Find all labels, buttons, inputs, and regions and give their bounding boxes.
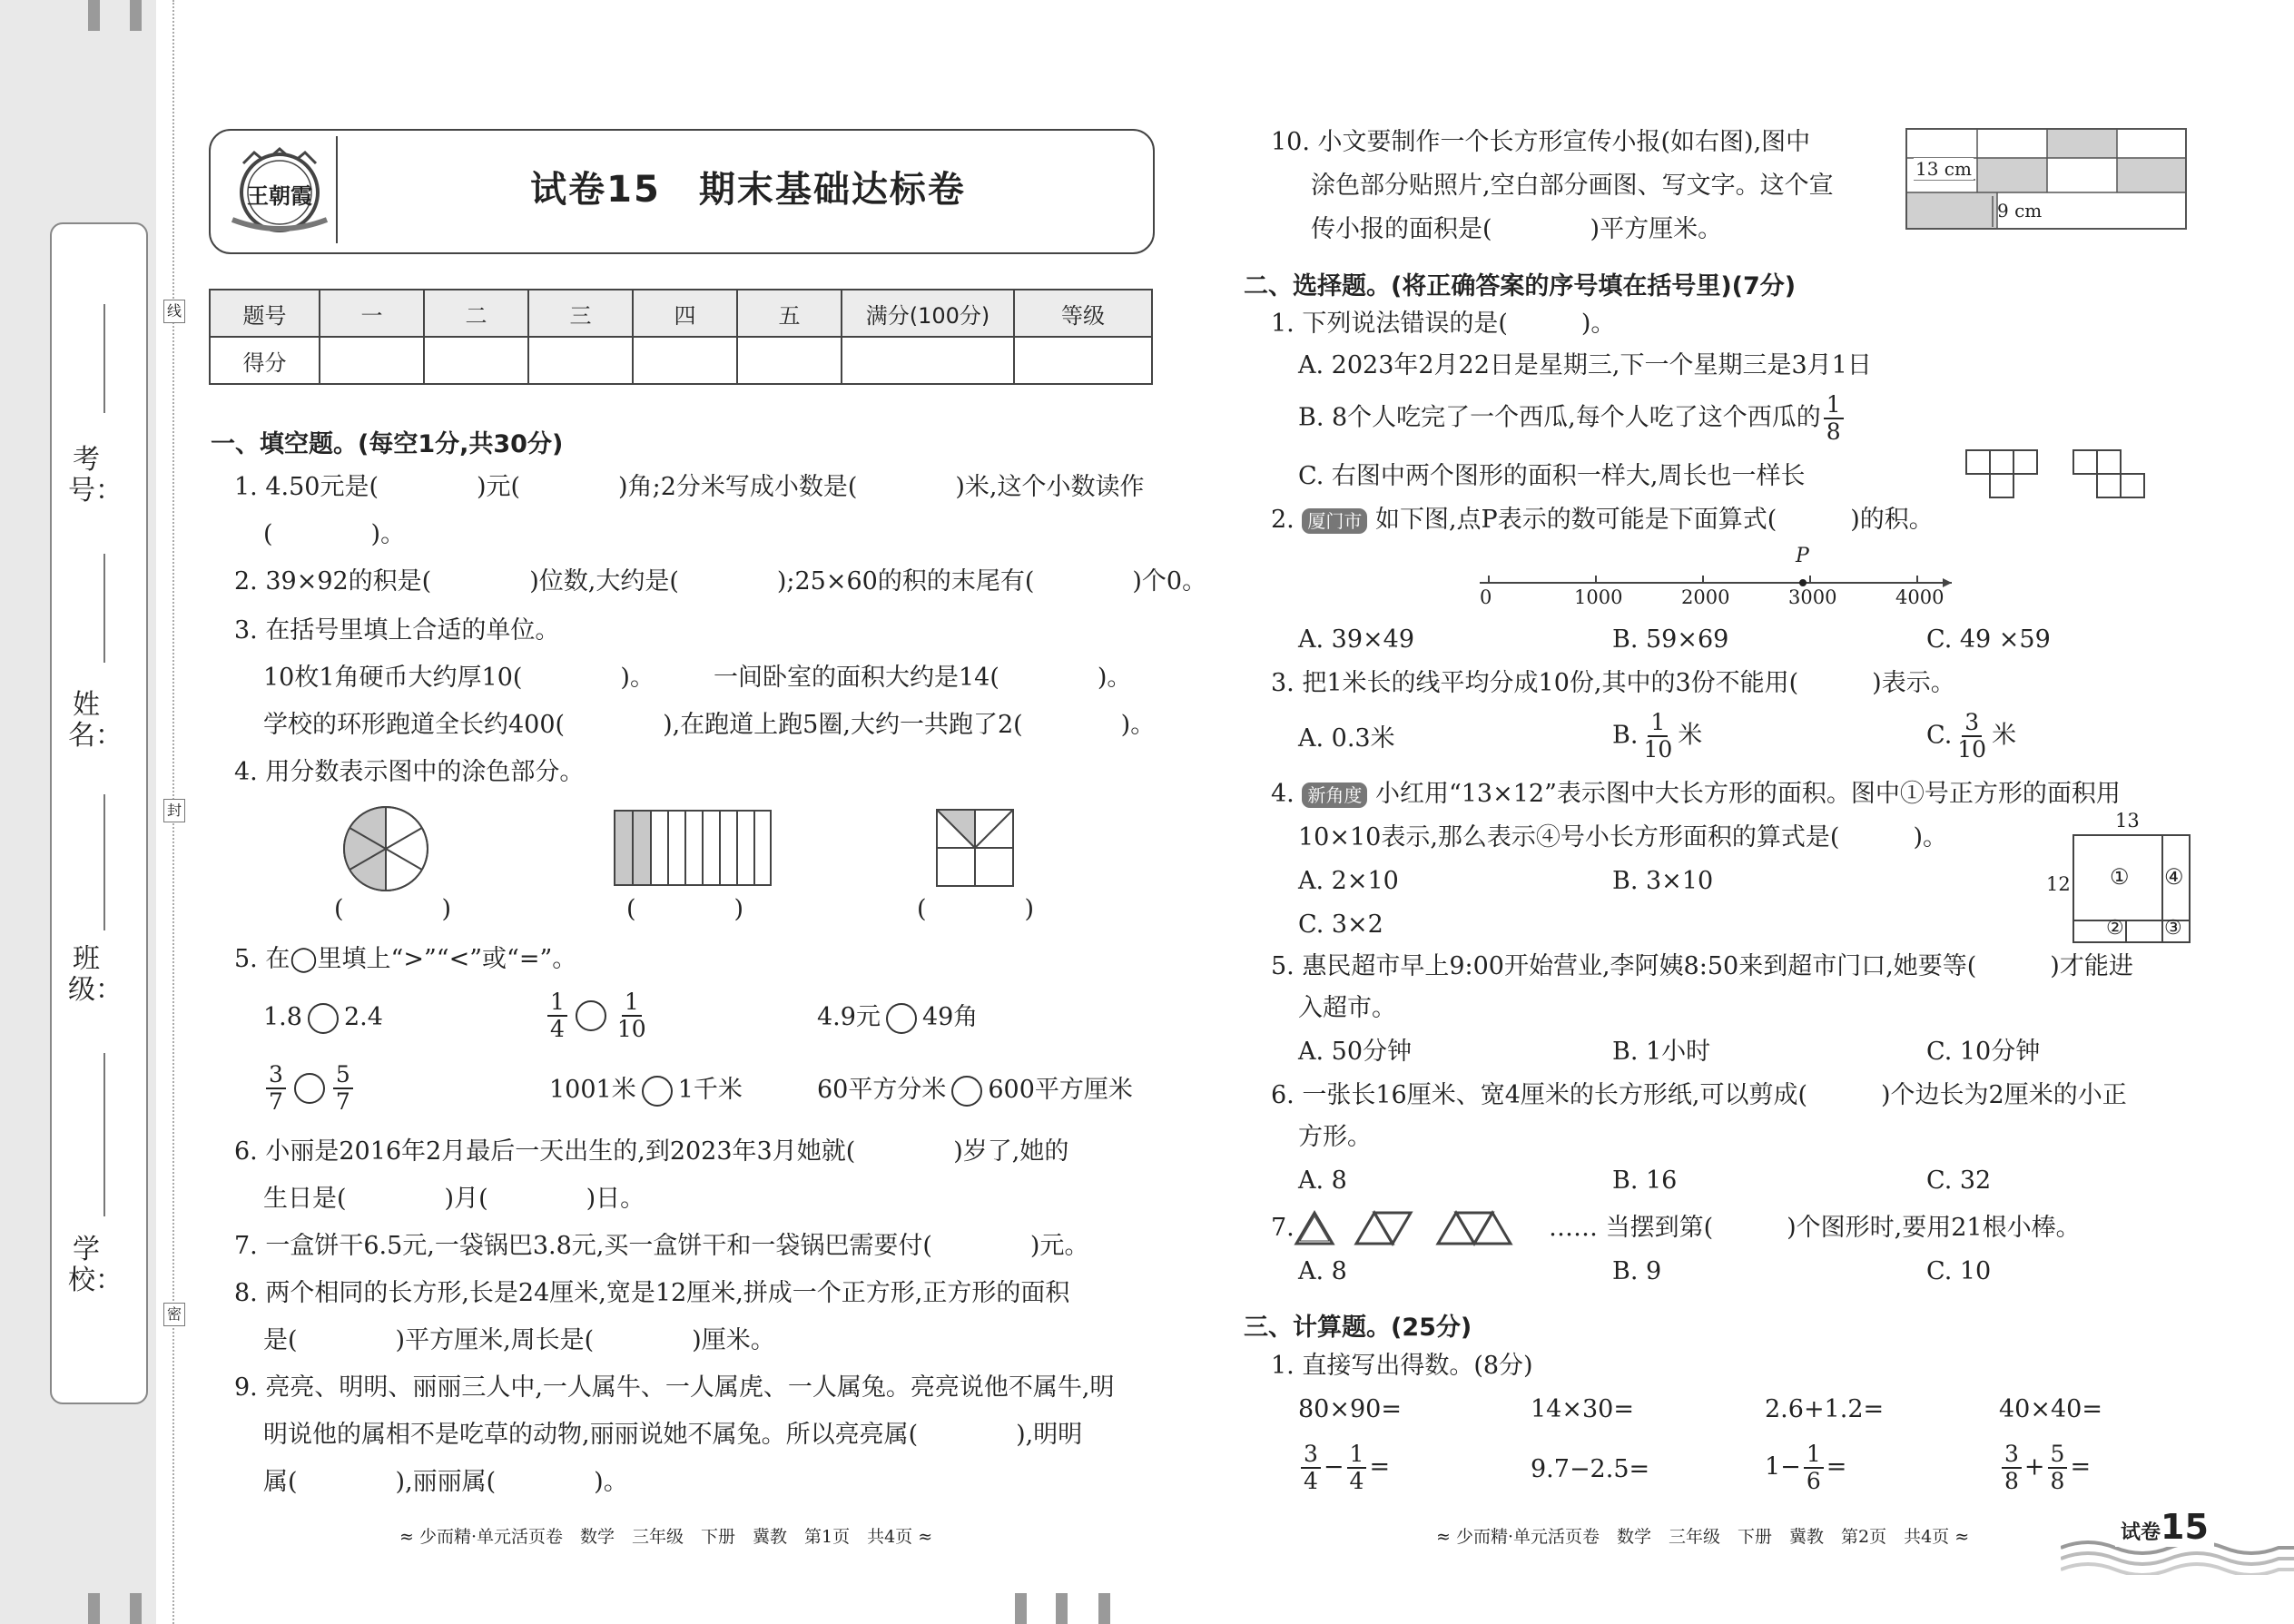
s2-q4-line1 [1271,779,2121,810]
s2-q4-line2: 10×10表示,那么表示④号小长方形面积的算式是( )。 [1298,823,1947,851]
numerator: 1 [1347,1442,1367,1469]
s2-q2-optA[interactable]: A. 39×49 [1298,625,1414,654]
compare-f [817,1075,1133,1107]
numerator: 5 [333,1062,353,1089]
compare-circle[interactable] [951,1076,982,1107]
exam-no-line [103,304,105,413]
score-input-cell[interactable] [737,337,842,384]
score-header-cell: 满分(100分) [842,290,1014,337]
calc-2[interactable]: 14×30= [1531,1395,1634,1423]
compare-left: 4.9元 [817,1003,881,1031]
cell-1-label: ① [2110,864,2130,890]
compare-circle[interactable] [294,1073,325,1104]
score-header-cell: 一 [320,290,424,337]
fraction [1804,1442,1824,1494]
s2-q6-optC[interactable]: C. 32 [1926,1166,1992,1195]
denominator: 7 [269,1088,283,1115]
exam-no-label: 考号： [68,444,123,507]
score-header-cell: 二 [424,290,528,337]
compare-left: 1001米 [549,1076,636,1104]
numerator: 1 [1648,710,1668,737]
name-line [103,554,105,663]
fraction [2002,1442,2022,1494]
cut-mark: 密 [163,1303,185,1326]
cell-4-label: ④ [2164,864,2184,890]
calc-8[interactable] [1999,1442,2091,1494]
s2-q1-optA[interactable]: A. 2023年2月22日是星期三,下一个星期三是3月1日 [1298,351,1872,379]
score-input-cell[interactable] [424,337,528,384]
s2-q1-optC[interactable]: C. 右图中两个图形的面积一样大,周长也一样长 [1298,462,1806,490]
s2-q7-number: 7. [1271,1214,1295,1242]
compare-left: 1.8 [263,1003,302,1031]
fraction [1824,392,1844,445]
s2-q3: 3. 把1米长的线平均分成10份,其中的3份不能用( )表示。 [1271,669,1955,697]
margin-tick [130,0,142,31]
score-row-label: 得分 [210,337,320,384]
score-input-cell[interactable] [1014,337,1152,384]
s2-q2-optB[interactable]: B. 59×69 [1612,625,1729,654]
cut-mark: 线 [163,300,185,323]
fraction [1301,1442,1321,1494]
s1-q1-line1: 1. 4.50元是( )元( )角;2分米写成小数是( )米,这个小数读作 [234,473,1145,501]
s1-q3b: 一间卧室的面积大约是14( )。 [714,664,1132,692]
fraction [1954,710,1989,763]
margin-tick [130,1593,142,1624]
compare-circle[interactable] [642,1076,673,1107]
s2-q6-line1: 6. 一张长16厘米、宽4厘米的长方形纸,可以剪成( )个边长为2厘米的小正 [1271,1081,2127,1109]
fraction [2048,1442,2068,1494]
s1-q3: 3. 在括号里填上合适的单位。 [234,616,560,645]
numerator: 5 [2048,1442,2068,1469]
tick-label-3000: 3000 [1788,586,1837,608]
score-input-cell[interactable] [528,337,633,384]
numerator: 3 [1962,710,1982,737]
s1-q9-line1: 9. 亮亮、明明、丽丽三人中,一人属牛、一人属虎、一人属兔。亮亮说他不属牛,明 [234,1373,1115,1402]
fraction [547,989,567,1042]
unit: 米 [1678,721,1703,750]
dim-9cm: 9 cm [1997,200,2043,221]
margin-tick [1056,1593,1068,1624]
operator: − [1323,1452,1344,1481]
name-label: 姓名： [68,689,123,752]
score-input-cell[interactable] [633,337,737,384]
footer-left: ≈ 少而精·单元活页卷 数学 三年级 下册 冀教 第1页 共4页 ≈ [399,1527,933,1547]
s1-q4: 4. 用分数表示图中的涂色部分。 [234,758,585,786]
q10-line2: 涂色部分贴照片,空白部分画图、写文字。这个宣 [1311,172,1834,200]
class-label: 班级： [68,943,123,1006]
class-line [103,794,105,930]
s1-q6-line2: 生日是( )月( )日。 [263,1185,645,1213]
s2-q7-text: …… 当摆到第( )个图形时,要用21根小棒。 [1549,1214,2081,1242]
denominator: 10 [616,1016,646,1042]
s1-q3c: 学校的环形跑道全长约400( ),在跑道上跑5圈,大约一共跑了2( )。 [263,711,1156,739]
margin-tick [1098,1593,1110,1624]
numerator: 1 [1804,1442,1824,1469]
fraction [266,1062,286,1115]
s1-q2: 2. 39×92的积是( )位数,大约是( );25×60的积的末尾有( )个0。 [234,567,1207,595]
compare-right: 1千米 [677,1076,743,1104]
s2-q4-optA[interactable]: A. 2×10 [1298,867,1399,895]
score-input-cell[interactable] [320,337,424,384]
tick-label-0: 0 [1480,586,1492,608]
point-p [1799,579,1807,586]
strip-figure [614,810,772,886]
expression-prefix: 1− [1765,1452,1801,1481]
compare-a [263,1002,383,1034]
logo-text: 王朝霞 [247,182,312,209]
tick-label-2000: 2000 [1681,586,1730,608]
q10-line3: 传小报的面积是( )平方厘米。 [1311,215,1723,243]
badge-label: 试卷 [2121,1521,2161,1544]
margin-tick [88,1593,100,1624]
s1-q8-line2: 是( )平方厘米,周长是( )厘米。 [263,1326,775,1354]
score-input-cell[interactable] [842,337,1014,384]
s2-q6-optB[interactable]: B. 16 [1612,1166,1678,1195]
score-table-row [210,337,1152,384]
option-letter: C. [1926,721,1953,750]
s1-q6-line1: 6. 小丽是2016年2月最后一天出生的,到2023年3月她就( )岁了,她的 [234,1137,1069,1166]
compare-circle[interactable] [886,1003,917,1034]
compare-d [263,1062,356,1115]
page-badge [2115,1507,2214,1547]
numerator: 3 [2002,1442,2022,1469]
figure-top-label: 13 [2115,810,2140,832]
numerator: 3 [266,1062,286,1089]
s2-q6-optA[interactable]: A. 8 [1298,1166,1347,1195]
denominator: 4 [1304,1468,1318,1494]
s3-q1: 1. 直接写出得数。(8分) [1271,1352,1533,1380]
s1-q9-line2: 明说他的属相不是吃草的动物,丽丽说她不属兔。所以亮亮属( ),明明 [263,1421,1083,1449]
numerator: 3 [1301,1442,1321,1469]
square-figure [935,808,1017,888]
s2-q5-line2: 入超市。 [1298,994,1396,1022]
s1-q5: 5. 在◯里填上“>”“<”或“=”。 [234,945,577,973]
two-shapes-figure [1964,448,2155,499]
option-letter: B. [1612,721,1639,750]
s2-q4-optC[interactable]: C. 3×2 [1298,910,1383,939]
calc-3[interactable]: 2.6+1.2= [1765,1395,1885,1423]
section-1-heading: 一、填空题。(每空1分,共30分) [211,430,564,458]
badge-number: 15 [2161,1507,2209,1547]
point-p-label: P [1796,545,1809,567]
school-label: 学校： [68,1234,123,1296]
compare-b [545,989,652,1042]
compare-right: 600平方厘米 [988,1076,1133,1104]
triangle-pattern-figure [1293,1207,1565,1247]
score-header-cell: 题号 [210,290,320,337]
s2-q1: 1. 下列说法错误的是( )。 [1271,310,1616,338]
cut-mark: 封 [163,799,185,822]
denominator: 8 [1826,418,1841,445]
s1-q9-line3: 属( ),丽丽属( )。 [263,1468,628,1496]
equals: = [2070,1452,2092,1481]
numerator: 1 [1824,392,1844,419]
s1-q3a: 10枚1角硬币大约厚10( )。 [263,664,655,692]
s1-q8-line1: 8. 两个相同的长方形,长是24厘米,宽是12厘米,拼成一个正方形,正方形的面积 [234,1279,1070,1307]
denominator: 4 [550,1016,565,1042]
page-title: 试卷15 期末基础达标卷 [530,169,966,211]
s2-q1-optB[interactable] [1298,392,1846,445]
equals: = [1826,1452,1847,1481]
score-header-cell: 等级 [1014,290,1152,337]
calc-4[interactable]: 40×40= [1999,1395,2102,1423]
pie-figure [340,803,431,894]
denominator: 10 [1957,736,1987,763]
score-header-cell: 三 [528,290,633,337]
figure-left-label: 12 [2046,873,2071,895]
denominator: 7 [335,1088,350,1115]
footer-right-text: 少而精·单元活页卷 数学 三年级 下册 冀教 第2页 共4页 [1455,1527,1950,1547]
margin-tick [1015,1593,1027,1624]
operator: + [2023,1452,2045,1481]
s2-q5-optB[interactable]: B. 1小时 [1612,1038,1711,1066]
s2-q7-optB[interactable]: B. 9 [1612,1257,1662,1285]
s2-q2 [1271,505,1934,536]
s2-q6-line2: 方形。 [1298,1123,1372,1151]
score-header-cell: 四 [633,290,737,337]
q4-answer-1[interactable]: ( ) [334,895,452,923]
compare-e [549,1075,743,1107]
compare-circle[interactable] [308,1003,339,1034]
compare-left: 60平方分米 [817,1076,947,1104]
option-text: B. 8个人吃完了一个西瓜,每个人吃了这个西瓜的 [1298,403,1821,432]
footer-left-text: 少而精·单元活页卷 数学 三年级 下册 冀教 第1页 共4页 [418,1527,913,1547]
footer-right: ≈ 少而精·单元活页卷 数学 三年级 下册 冀教 第2页 共4页 ≈ [1436,1527,1970,1547]
calc-6[interactable]: 9.7−2.5= [1531,1455,1650,1483]
tick-label-1000: 1000 [1574,586,1623,608]
compare-right: 49角 [921,1003,979,1031]
denominator: 10 [1643,736,1673,763]
question-number: 4. [1271,780,1295,808]
s1-q7: 7. 一盒饼干6.5元,一袋锅巴3.8元,买一盒饼干和一袋锅巴需要付( )元。 [234,1232,1089,1260]
fraction [1347,1442,1367,1494]
s2-q3-optC[interactable] [1926,710,2016,763]
poster-figure [1905,127,2188,232]
denominator: 6 [1806,1468,1821,1494]
fraction [333,1062,353,1115]
fraction [615,989,649,1042]
q4-answer-2[interactable]: ( ) [626,895,744,923]
section-2-heading: 二、选择题。(将正确答案的序号填在括号里)(7分) [1244,272,1797,300]
calc-7[interactable] [1765,1442,1846,1494]
q10-line1: 10. 小文要制作一个长方形宣传小报(如右图),图中 [1271,128,1811,156]
s2-q5-optC[interactable]: C. 10分钟 [1926,1038,2041,1066]
s2-q5-line1: 5. 惠民超市早上9:00开始营业,李阿姨8:50来到超市门口,她要等( )才能进 [1271,952,2133,980]
section-3-heading: 三、计算题。(25分) [1244,1314,1472,1342]
score-header-cell: 五 [737,290,842,337]
unit: 米 [1992,721,2017,750]
region-tag: 厦门市 [1302,508,1367,534]
compare-circle[interactable] [576,1000,606,1031]
denominator: 4 [1349,1468,1364,1494]
question-number: 2. [1271,506,1295,534]
compare-right: 2.4 [343,1003,383,1031]
numerator: 1 [622,989,642,1017]
denominator: 8 [2004,1468,2019,1494]
question-text: 小红用“13×12”表示图中大长方形的面积。图中①号正方形的面积用 [1374,780,2121,808]
s1-q1-line2: ( )。 [263,520,406,548]
tick-label-4000: 4000 [1895,586,1944,608]
calc-1[interactable]: 80×90= [1298,1395,1402,1423]
s2-q2-optC[interactable]: C. 49 ×59 [1926,625,2051,654]
s2-q7-optC[interactable]: C. 10 [1926,1257,1992,1285]
equals: = [1369,1452,1391,1481]
student-info-box [50,222,148,1404]
new-angle-tag: 新角度 [1302,782,1367,808]
calc-5[interactable] [1298,1442,1390,1494]
fraction [1640,710,1675,763]
logo-area [223,136,338,243]
question-text: 如下图,点P表示的数可能是下面算式( )的积。 [1374,506,1934,534]
s2-q7-optA[interactable]: A. 8 [1298,1257,1347,1285]
cell-3-label: ③ [2164,917,2182,940]
s2-q5-optA[interactable]: A. 50分钟 [1298,1038,1413,1066]
dim-13cm: 13 cm [1915,158,1972,180]
margin-tick [88,0,100,31]
score-table [209,289,1153,385]
cell-2-label: ② [2106,917,2124,940]
q4-answer-3[interactable]: ( ) [917,895,1035,923]
denominator: 8 [2050,1468,2065,1494]
numerator: 1 [547,989,567,1017]
school-line [103,1053,105,1216]
s2-q4-optB[interactable]: B. 3×10 [1612,867,1714,895]
s2-q3-optA[interactable]: A. 0.3米 [1298,724,1395,753]
score-table-header [210,290,1152,337]
s2-q3-optB[interactable] [1612,710,1702,763]
compare-c [817,1002,978,1034]
